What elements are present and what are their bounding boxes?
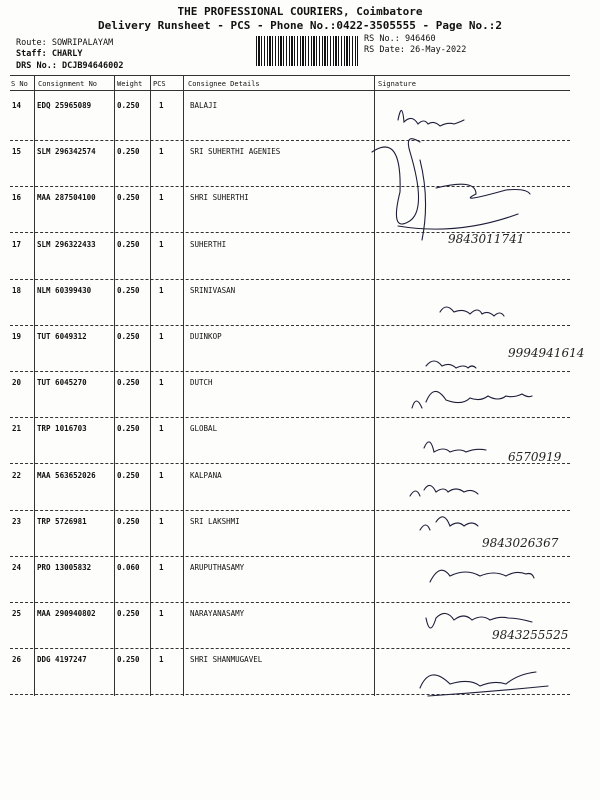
row-sno: 20 (12, 378, 22, 388)
row-separator (10, 463, 570, 464)
col-header-pcs: PCS (153, 80, 166, 88)
rs-date: RS Date: 26-May-2022 (364, 45, 467, 55)
row-pcs: 1 (159, 193, 164, 203)
row-consignment-no: TUT 6049312 (37, 332, 87, 341)
document-title: THE PROFESSIONAL COURIERS, Coimbatore (177, 5, 423, 18)
row-pcs: 1 (159, 516, 164, 526)
row-separator (10, 510, 570, 511)
row-consignment-no: SLM 296322433 (37, 239, 96, 249)
row-consignment-no: TRP 5726981 (37, 516, 87, 526)
col-header-consignee: Consignee Details (188, 80, 260, 88)
row-sno: 25 (12, 609, 22, 619)
row-sno: 26 (12, 655, 22, 665)
row-separator (10, 325, 570, 326)
row-weight: 0.250 (117, 655, 140, 665)
handwritten-number-row17: 9843011741 (448, 232, 525, 246)
row-separator (10, 556, 570, 557)
row-consignment-no: DDG 4197247 (37, 655, 87, 665)
handwritten-number-row23: 9843026367 (482, 536, 559, 550)
row-sno: 17 (12, 239, 22, 249)
row-weight: 0.250 (117, 332, 140, 341)
handwritten-number-row25: 9843255525 (492, 628, 569, 642)
row-consignment-no: PRO 13005832 (37, 563, 92, 572)
handwritten-number-row21: 6570919 (508, 450, 562, 464)
row-pcs: 1 (159, 470, 164, 480)
row-consignment-no: NLM 60399430 (37, 285, 92, 295)
row-weight: 0.250 (117, 470, 140, 480)
row-pcs: 1 (159, 609, 164, 619)
row-sno: 21 (12, 424, 22, 434)
rs-number: RS No.: 946460 (364, 34, 436, 44)
row-sno: 15 (12, 147, 22, 157)
row-consignee: SHRI SUHERTHI (190, 193, 249, 203)
row-consignment-no: TRP 1016703 (37, 424, 87, 434)
row-weight: 0.250 (117, 378, 140, 388)
row-pcs: 1 (159, 147, 164, 157)
row-weight: 0.250 (117, 147, 140, 157)
row-consignee: NARAYANASAMY (190, 609, 245, 619)
staff-label: Staff: CHARLY (16, 49, 83, 59)
row-separator (10, 140, 570, 141)
row-pcs: 1 (159, 239, 164, 249)
row-weight: 0.250 (117, 285, 140, 295)
row-pcs: 1 (159, 424, 164, 434)
header-bottom-rule (10, 90, 570, 91)
col-header-weight: Weight (117, 80, 143, 88)
row-weight: 0.250 (117, 101, 140, 110)
row-sno: 18 (12, 285, 22, 295)
row-sno: 24 (12, 563, 22, 572)
row-consignee: ARUPUTHASAMY (190, 563, 245, 572)
col-header-signature: Signature (378, 80, 416, 88)
row-sno: 19 (12, 332, 22, 341)
row-consignee: BALAJI (190, 101, 218, 110)
row-consignee: DUTCH (190, 378, 213, 388)
row-consignee: SRINIVASAN (190, 285, 236, 295)
col-header-consignment: Consignment No (38, 80, 98, 88)
row-consignment-no: MAA 563652026 (37, 470, 96, 480)
handwritten-number-row19: 9994941614 (508, 346, 585, 360)
row-pcs: 1 (159, 655, 164, 665)
row-sno: 23 (12, 516, 22, 526)
row-separator (10, 371, 570, 372)
row-consignment-no: TUT 6045270 (37, 378, 87, 388)
row-consignment-no: SLM 296342574 (37, 147, 96, 157)
row-weight: 0.250 (117, 193, 140, 203)
row-consignee: SRI LAKSHMI (190, 516, 240, 526)
row-consignee: SUHERTHI (190, 239, 227, 249)
row-sno: 14 (12, 101, 22, 110)
row-pcs: 1 (159, 101, 164, 110)
col-header-sno: S No (11, 80, 28, 88)
row-pcs: 1 (159, 285, 164, 295)
row-consignee: KALPANA (190, 470, 222, 480)
document-subtitle: Delivery Runsheet - PCS - Phone No.:0422-3505555 - Page No.:2 (98, 19, 502, 32)
row-consignee: SHRI SHANMUGAVEL (190, 655, 263, 665)
row-consignment-no: MAA 290940802 (37, 609, 96, 619)
row-separator (10, 602, 570, 603)
row-consignment-no: MAA 287504100 (37, 193, 96, 203)
row-pcs: 1 (159, 563, 164, 572)
header-top-rule (10, 75, 570, 76)
row-separator (10, 279, 570, 280)
row-consignee: SRI SUHERTHI AGENIES (190, 147, 281, 157)
drs-number: DRS No.: DCJB94646002 (16, 61, 124, 71)
row-weight: 0.250 (117, 239, 140, 249)
route-label: Route: SOWRIPALAYAM (16, 38, 114, 48)
row-consignee: DUINKOP (190, 332, 222, 341)
row-pcs: 1 (159, 378, 164, 388)
row-separator (10, 694, 570, 695)
row-separator (10, 417, 570, 418)
row-sno: 16 (12, 193, 22, 203)
row-weight: 0.250 (117, 516, 140, 526)
row-sno: 22 (12, 470, 22, 480)
row-consignment-no: EDQ 25965089 (37, 101, 92, 110)
barcode (256, 36, 358, 66)
row-pcs: 1 (159, 332, 164, 341)
row-weight: 0.250 (117, 424, 140, 434)
row-separator (10, 186, 570, 187)
row-consignee: GLOBAL (190, 424, 218, 434)
row-weight: 0.250 (117, 609, 140, 619)
row-separator (10, 648, 570, 649)
row-weight: 0.060 (117, 563, 140, 572)
